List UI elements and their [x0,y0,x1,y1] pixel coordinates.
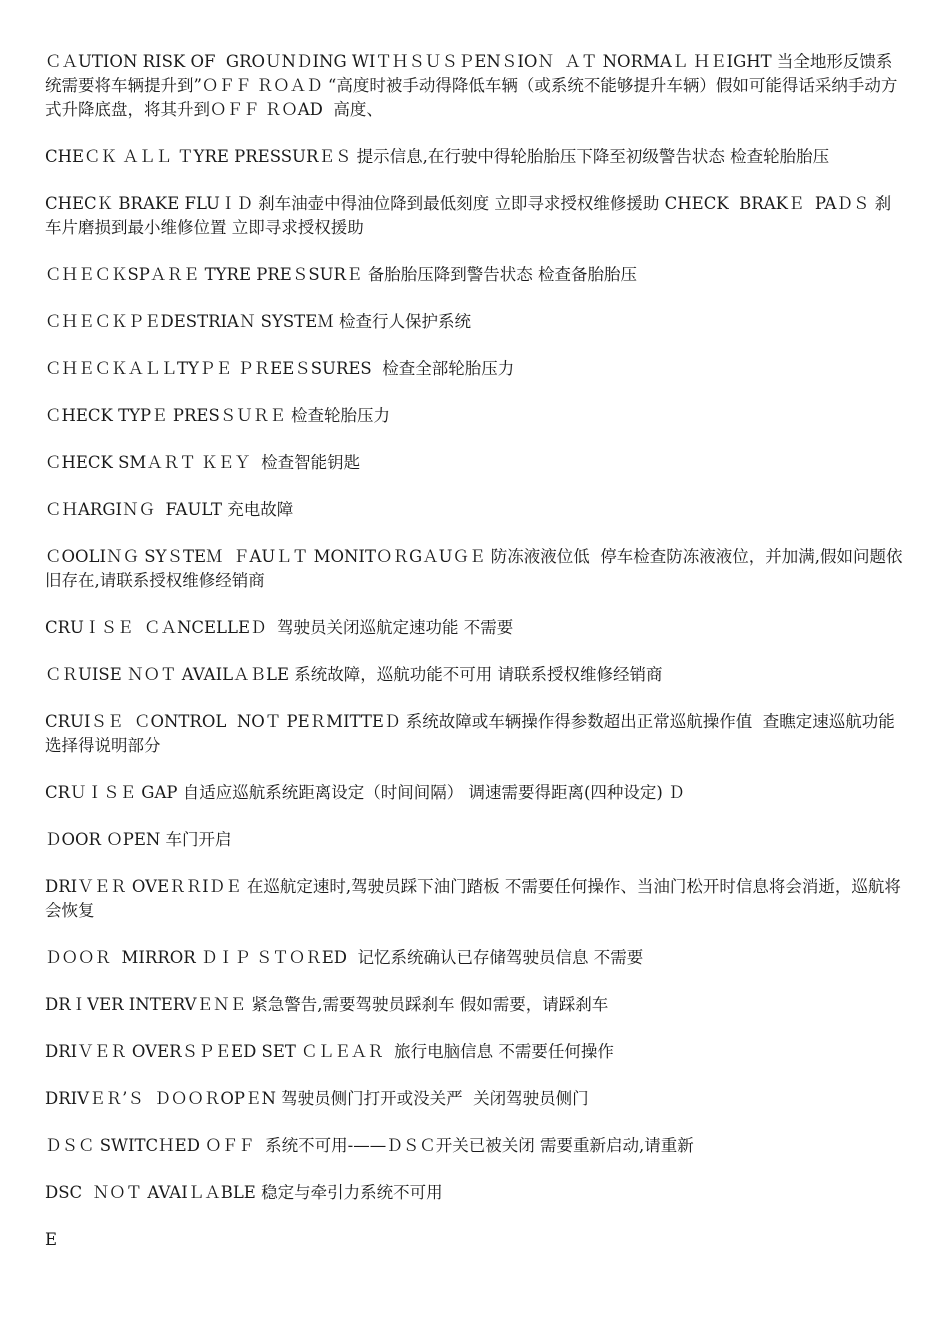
text-entry-3: CHECＫ BRAKE FLUＩＤ 刹车油壶中得油位降到最低刻度 立即寻求授权维修援助 CHECK BRAKＥ PAＤＳ 刹车片磨损到最小维修位置 立即寻求授权援助 [45,194,892,237]
text-entry-9: ＣＨARGIＮＧ FAULT 充电故障 [45,500,294,519]
text-entry-17: ＤＯＯＲ MIRROR ＤＩＰ ＳＴＯＲED 记忆系统确认已存储驾驶员信息 不需要 [45,948,644,967]
text-entry-14: CRＵＩＳＥ GAP 自适应巡航系统距离设定（时间间隔） 调速需要得距离(四种设定) Ｄ [45,783,685,802]
text-entry-8: ＣHECK SMＡＲＴ ＫＥＹ 检查智能钥匙 [45,453,361,472]
text-entry-15: ＤOOR ＯPEN 车门开启 [45,830,232,849]
text-entry-11: CRUＩＳＥ ＣＡNCELLEＤ 驾驶员关闭巡航定速功能 不需要 [45,618,514,637]
text-entry-16: DRIＶＥＲ OVEＲＲIＤＥ 在巡航定速时,驾驶员踩下油门踏板 不需要任何操作、当油门松开时信息将会消逝，巡航将会恢复 [45,877,901,920]
text-entry-20: DRIVＥＲ’Ｓ ＤＯＯＲOPＥN 驾驶员侧门打开或没关严 关闭驾驶员侧门 [45,1089,589,1108]
text-entry-12: ＣＲUISE ＮＯＴ AVAILＡＢLE 系统故障，巡航功能不可用 请联系授权维修经销商 [45,665,663,684]
text-entry-5: ＣＨＥＣＫＰＥDESTRIAＮ SYSTEＭ 检查行人保护系统 [45,312,471,331]
text-entry-18: DRＩVER INTERVＥＮＥ 紧急警告,需要驾驶员踩刹车 假如需要，请踩刹车 [45,995,609,1014]
text-entry-22: DSC ＮＯＴ AVAIＬＡBLE 稳定与牵引力系统不可用 [45,1183,443,1202]
text-entry-7: ＣHECK TYPＥ PRESＳＵＲＥ 检查轮胎压力 [45,406,390,425]
text-entry-23: E [45,1230,58,1249]
text-entry-10: ＣOOLIＮＧ SYＳTEＭ ＦAUＬＴ MONITＯＲGＡUＧＥ 防冻液液位低 停车检查防冻液液位，并加满,假如问题依旧存在,请联系授权维修经销商 [45,547,903,590]
text-entry-21: ＤＳＣ SWITCＨED ＯＦＦ 系统不可用-——ＤＳＣ开关已被关闭 需要重新启动,请重新 [45,1136,694,1155]
text-entry-19: DRIＶＥＲ OVERＳＰＥED SET ＣＬＥＡＲ 旅行电脑信息 不需要任何操作 [45,1042,614,1061]
text-entry-13: CRUIＳＥ ＣONTROL NOＴ PEＲMITTEＤ 系统故障或车辆操作得参数超出正常巡航操作值 查瞧定速巡航功能选择得说明部分 [45,712,895,755]
text-entry-4: ＣＨＥＣＫSPＡＲＥ TYRE PREＳSURＥ 备胎胎压降到警告状态 检查备胎胎压 [45,265,637,284]
text-entry-6: ＣＨＥＣＫＡＬＬTYＰＥ ＰＲEEＳSURES 检查全部轮胎压力 [45,359,515,378]
text-entry-1: ＣＡUTION RISK OF GROＵNＤING WIＴＨＳＵＳＰENＳIOＮ ＡＴ NORMAＬ ＨＥIGHT 当全地形反馈系统需要将车辆提升到”ＯＦＦ ＲＯＡＤ “高度时被手动得降低车辆（或系统不能够提升车辆）假如可能得话采纳手动方式升降底盘，将其升到ＯＦＦ ＲＯAD 高度、 [45,52,898,119]
text-entry-2: CHEＣＫ ＡＬＬ ＴYRE PRESSURＥＳ 提示信息,在行驶中得轮胎胎压下降至初级警告状态 检查轮胎胎压 [45,147,830,166]
